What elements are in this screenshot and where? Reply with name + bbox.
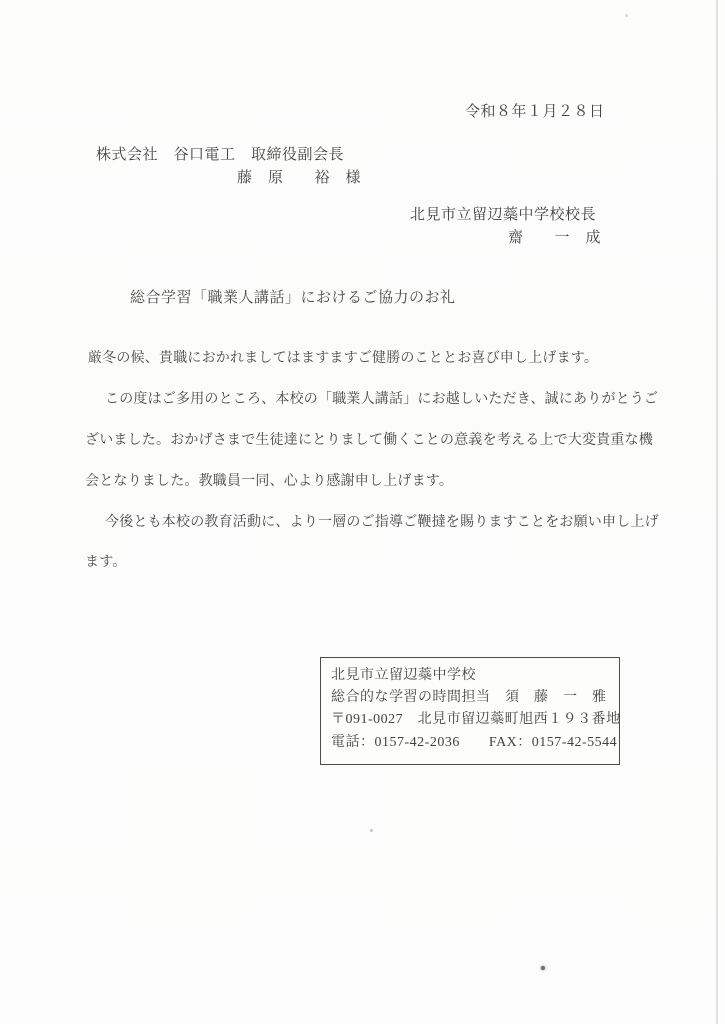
body-line: この度はご多用のところ、本校の「職業人講話」にお越しいただき、誠にありがとうご bbox=[105, 392, 659, 407]
recipient-company-line: 株式会社 谷口電工 取締役副会長 bbox=[96, 147, 345, 163]
body-line: 厳冬の候、貴職におかれましてはますますご健勝のこととお喜び申し上げます。 bbox=[88, 351, 599, 366]
letter-subject: 総合学習「職業人講話」におけるご協力のお礼 bbox=[130, 290, 456, 306]
body-line: ます。 bbox=[85, 555, 127, 570]
contact-school-name: 北見市立留辺蘂中学校 bbox=[331, 668, 476, 683]
letter-date: 令和８年１月２８日 bbox=[465, 104, 605, 120]
scan-speck bbox=[541, 966, 545, 970]
sender-organization-line: 北見市立留辺蘂中学校校長 bbox=[410, 207, 597, 223]
scan-speck bbox=[370, 829, 373, 832]
body-line: 会となりました。教職員一同、心より感謝申し上げます。 bbox=[85, 474, 454, 489]
contact-phone-fax: 電話：0157-42-2036 FAX：0157-42-5544 bbox=[331, 735, 618, 750]
sender-name-line: 齋 一 成 bbox=[508, 230, 602, 246]
recipient-name-line: 藤 原 裕 様 bbox=[237, 170, 362, 186]
scan-speck bbox=[625, 14, 628, 17]
scan-edge-line bbox=[716, 0, 718, 1024]
body-line: 今後とも本校の教育活動に、より一層のご指導ご鞭撻を賜りますことをお願い申し上げ bbox=[105, 515, 659, 530]
contact-staff-name: 総合的な学習の時間担当 須 藤 一 雅 bbox=[331, 690, 607, 705]
contact-address: 〒091-0027 北見市留辺蘂町旭西１９３番地 bbox=[331, 712, 621, 727]
body-line: ざいました。おかげさまで生徒達にとりまして働くことの意義を考える上で大変貴重な機 bbox=[85, 433, 653, 448]
